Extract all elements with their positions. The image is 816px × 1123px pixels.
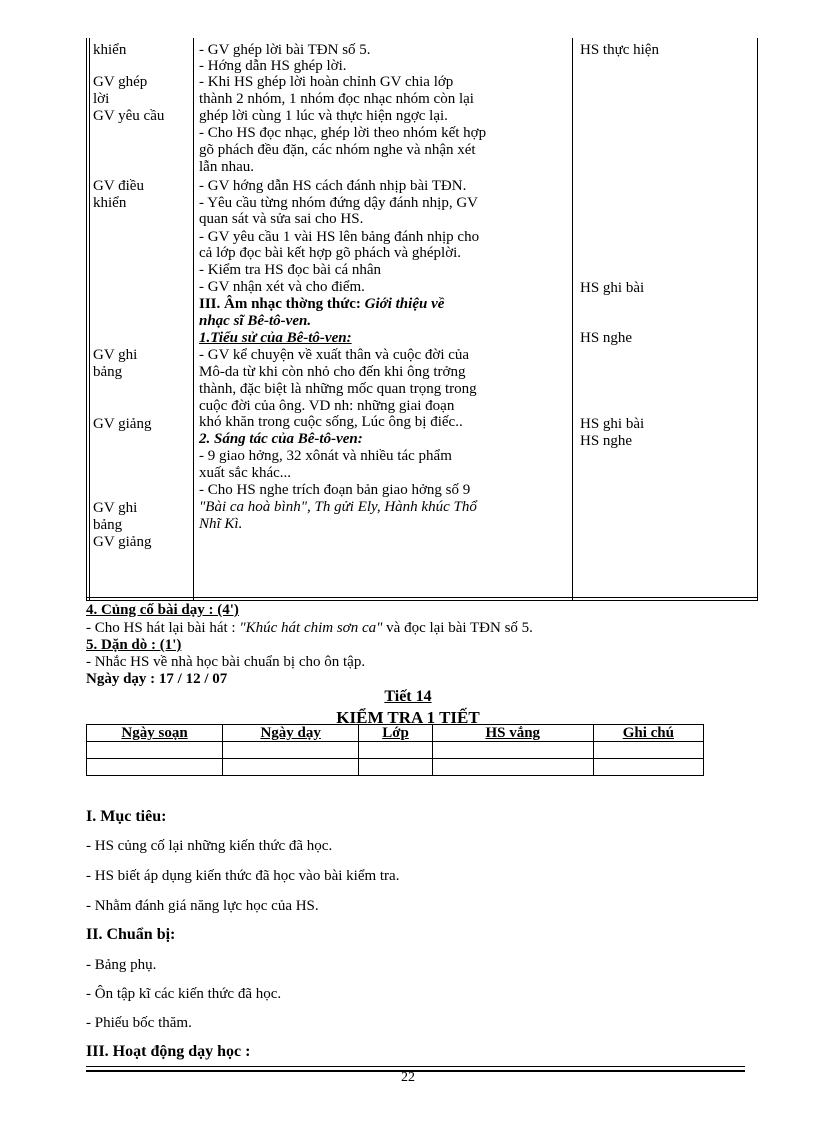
content-line: ghép lời cùng 1 lúc và thực hiện ngợc lại. xyxy=(199,108,448,124)
col1-line: GV ghi xyxy=(93,500,138,516)
col1-line: GV giảng xyxy=(93,534,152,550)
table-cell xyxy=(87,742,223,759)
content-line: thành, đặc biệt là những mốc quan trọng trong xyxy=(199,381,477,397)
content-line: cuộc đời của ông. VD nh: những giai đoạn xyxy=(199,398,455,414)
content-line: Mô-da từ khi còn nhỏ cho đến khi ông trởng xyxy=(199,364,466,380)
section4-text xyxy=(86,620,533,636)
section4-text-b: và đọc lại bài TĐN số 5. xyxy=(382,620,533,636)
col1-line: GV ghi xyxy=(93,347,138,363)
section-heading-music-appreciation xyxy=(199,296,444,312)
col1-line: GV điều xyxy=(93,178,144,194)
table-cell xyxy=(432,759,593,776)
content-line: quan sát và sửa sai cho HS. xyxy=(199,211,364,227)
footer-rule xyxy=(86,1066,745,1067)
objective-item: - Nhằm đánh giá năng lực học của HS. xyxy=(86,898,319,914)
lesson-subtitle: KIỂM TRA 1 TIẾT xyxy=(336,708,480,727)
objective-item: - HS củng cố lại những kiến thức đã học. xyxy=(86,838,333,854)
heading-italic-part: Giới thiệu về xyxy=(364,296,445,312)
heading-line2: nhạc sĩ Bê-tô-ven. xyxy=(199,313,312,329)
col1-line: GV giảng xyxy=(93,416,152,432)
song-title: "Khúc hát chim sơn ca" xyxy=(239,620,383,636)
table-cell xyxy=(359,742,433,759)
student-action: HS ghi bài xyxy=(580,280,645,296)
subheading-biography: 1.Tiểu sử của Bê-tô-ven: xyxy=(199,330,352,346)
col-header-absent: HS vắng xyxy=(432,725,593,742)
col-header-notes: Ghi chú xyxy=(593,725,703,742)
content-line: - 9 giao hởng, 32 xônát và nhiều tác phẩm xyxy=(199,448,452,464)
attendance-table xyxy=(86,724,704,776)
objective-item: - HS biết áp dụng kiến thức đã học vào bài kiểm tra. xyxy=(86,868,400,884)
lesson-title: Tiết 14 xyxy=(384,688,432,705)
col1-line: khiển xyxy=(93,42,127,58)
section4-heading: 4. Củng cố bài dạy : (4') xyxy=(86,602,239,618)
content-line: lẫn nhau. xyxy=(199,159,254,175)
col-header-prep-date: Ngày soạn xyxy=(87,725,223,742)
content-line: xuất sắc khác... xyxy=(199,465,292,481)
col1-line: GV ghép xyxy=(93,74,148,90)
table-row xyxy=(87,742,704,759)
section5-heading: 5. Dặn dò : (1') xyxy=(86,637,182,653)
page-number: 22 xyxy=(401,1070,415,1085)
table-cell xyxy=(432,742,593,759)
section4-text-a: - Cho HS hát lại bài hát : xyxy=(86,620,240,636)
content-line: - GV yêu cầu 1 vài HS lên bảng đánh nhịp cho xyxy=(199,229,480,245)
col1-line: GV yêu cầu xyxy=(93,108,165,124)
table-row xyxy=(87,759,704,776)
subheading-works: 2. Sáng tác của Bê-tô-ven: xyxy=(199,431,363,447)
content-line: - GV ghép lời bài TĐN số 5. xyxy=(199,42,371,58)
col1-line: bảng xyxy=(93,364,123,380)
col-header-class: Lớp xyxy=(359,725,433,742)
table-cell xyxy=(359,759,433,776)
preparation-item: - Bảng phụ. xyxy=(86,957,157,973)
student-action: HS ghi bài xyxy=(580,416,645,432)
content-line: - GV hớng dẫn HS cách đánh nhịp bài TĐN. xyxy=(199,178,467,194)
content-line: thành 2 nhóm, 1 nhóm đọc nhạc nhóm còn lại xyxy=(199,91,474,107)
col1-line: bảng xyxy=(93,517,123,533)
preparation-item: - Ôn tập kĩ các kiến thức đã học. xyxy=(86,986,282,1002)
teaching-date: Ngày dạy : 17 / 12 / 07 xyxy=(86,671,228,687)
table-cell xyxy=(593,759,703,776)
col1-line: lời xyxy=(93,91,110,107)
content-line: khó khăn trong cuộc sống, Lúc ông bị điếc.. xyxy=(199,414,463,430)
student-action: HS nghe xyxy=(580,330,633,346)
content-line: - Cho HS nghe trích đoạn bản giao hởng số 9 xyxy=(199,482,471,498)
heading-bold-part: III. Âm nhạc thờng thức: xyxy=(199,296,361,312)
content-line: gõ phách đều đặn, các nhóm nghe và nhận xét xyxy=(199,142,476,158)
student-action: HS nghe xyxy=(580,433,633,449)
preparation-item: - Phiếu bốc thăm. xyxy=(86,1015,192,1031)
col-header-teach-date: Ngày dạy xyxy=(223,725,359,742)
content-line: - Hớng dẫn HS ghép lời. xyxy=(199,58,347,74)
content-line: - Khi HS ghép lời hoàn chỉnh GV chia lớp xyxy=(199,74,454,90)
table-cell xyxy=(223,742,359,759)
objectives-heading: I. Mục tiêu: xyxy=(86,808,167,825)
content-line-italic: "Bài ca hoà bình", Th gửi Ely, Hành khúc Thổ xyxy=(199,499,477,515)
table-cell xyxy=(593,742,703,759)
content-line: - Kiểm tra HS đọc bài cá nhân xyxy=(199,262,382,278)
preparation-heading: II. Chuẩn bị: xyxy=(86,926,176,943)
content-line: - Yêu cầu từng nhóm đứng dậy đánh nhịp, GV xyxy=(199,195,478,211)
activities-heading: III. Hoạt động dạy học : xyxy=(86,1043,251,1060)
content-line: - Cho HS đọc nhạc, ghép lời theo nhóm kết hợp xyxy=(199,125,487,141)
content-line: - GV kể chuyện về xuất thân và cuộc đời của xyxy=(199,347,470,363)
table-cell xyxy=(87,759,223,776)
table-cell xyxy=(223,759,359,776)
content-line: - GV nhận xét và cho điểm. xyxy=(199,279,365,295)
col1-line: khiển xyxy=(93,195,127,211)
content-line-italic: Nhĩ Kì. xyxy=(199,516,243,532)
section5-text: - Nhắc HS về nhà học bài chuẩn bị cho ôn tập. xyxy=(86,654,366,670)
content-line: cả lớp đọc bài kết hợp gõ phách và ghéplời. xyxy=(199,245,462,261)
student-action: HS thực hiện xyxy=(580,42,659,58)
